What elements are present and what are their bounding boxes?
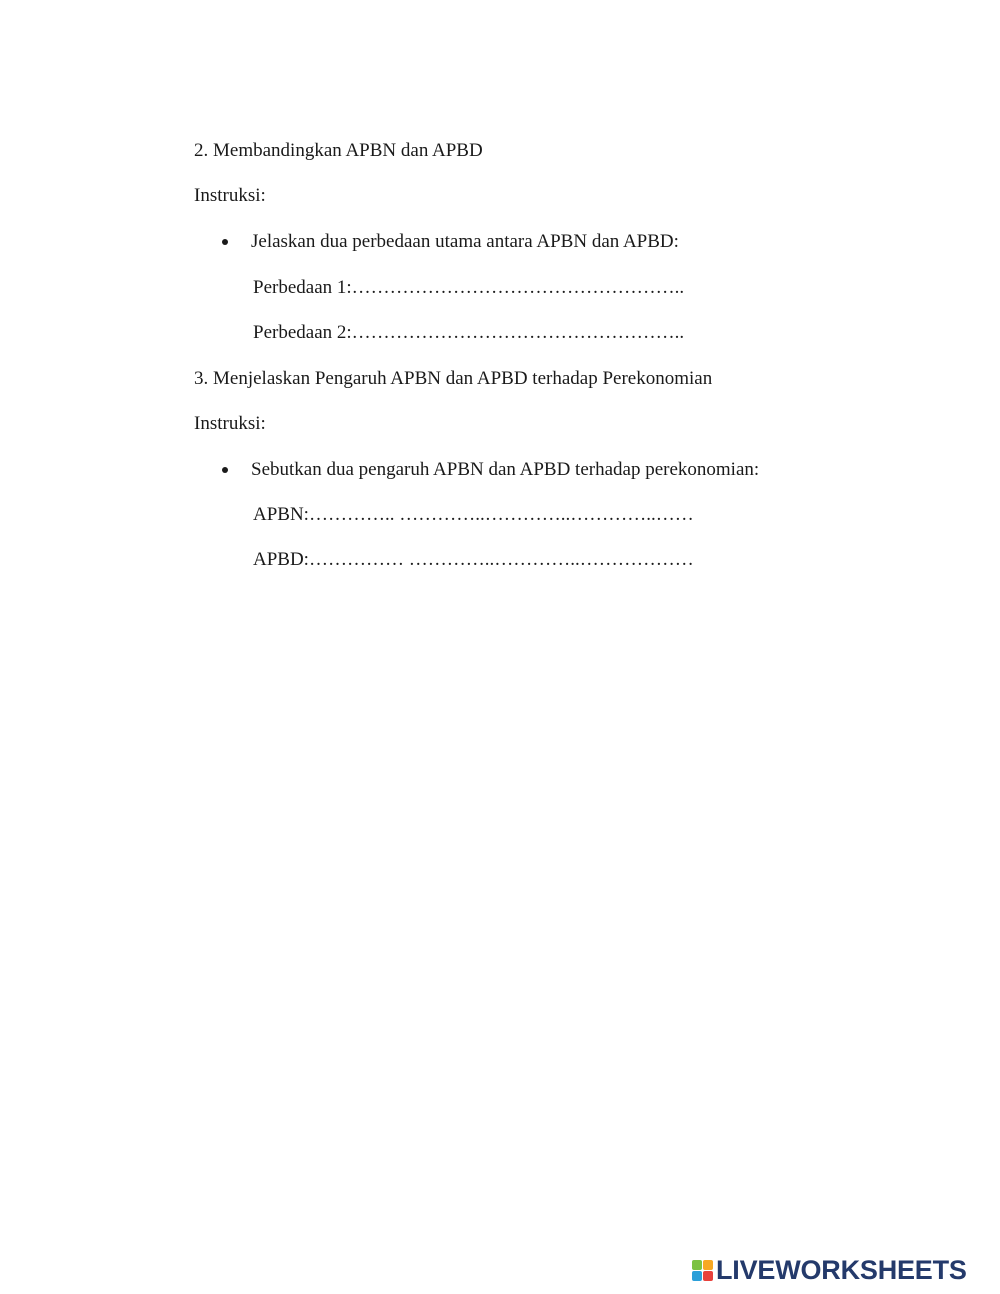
liveworksheets-logo-text: LIVEWORKSHEETS xyxy=(716,1255,967,1285)
liveworksheets-logo-icon xyxy=(692,1260,713,1281)
liveworksheets-logo xyxy=(692,1255,967,1285)
apbd-answer-field[interactable]: APBD:…………… …………..…………..……………… xyxy=(253,549,694,570)
bullet-icon xyxy=(222,467,228,473)
section-3-instruction-label: Instruksi: xyxy=(194,413,266,434)
bullet-icon xyxy=(222,239,228,245)
section-3-heading: 3. Menjelaskan Pengaruh APBN dan APBD terhadap Perekonomian xyxy=(194,368,713,389)
apbn-answer-field[interactable]: APBN:………….. …………..…………..…………..…… xyxy=(253,504,694,525)
section-2-bullet-text: Jelaskan dua perbedaan utama antara APBN dan APBD: xyxy=(251,231,679,252)
perbedaan-1-answer-field[interactable]: Perbedaan 1:…………………………………………….. xyxy=(253,277,685,298)
section-3-bullet-item xyxy=(222,458,759,482)
section-2-bullet-item xyxy=(222,230,679,254)
section-2-heading: 2. Membandingkan APBN dan APBD xyxy=(194,140,483,161)
section-3-bullet-text: Sebutkan dua pengaruh APBN dan APBD terhadap perekonomian: xyxy=(251,459,760,480)
section-2-instruction-label: Instruksi: xyxy=(194,185,266,206)
perbedaan-2-answer-field[interactable]: Perbedaan 2:…………………………………………….. xyxy=(253,322,685,343)
